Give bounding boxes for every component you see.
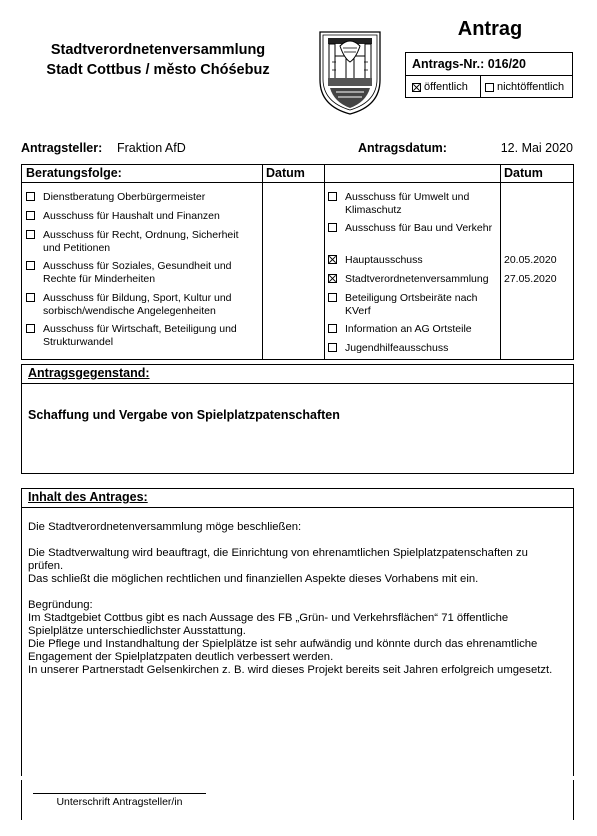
antragsgegenstand-section: [21, 364, 574, 474]
beratung-right-checkbox[interactable]: [328, 324, 337, 333]
antragsgegenstand-text: Schaffung und Vergabe von Spielplatzpatenschaften: [28, 408, 340, 422]
antrags-nr-label: Antrags-Nr.:: [412, 57, 485, 71]
beratung-right-item-label: Jugendhilfeausschuss: [345, 342, 449, 354]
option-public-label: öffentlich: [424, 81, 468, 93]
beratung-left-checkbox[interactable]: [26, 192, 35, 201]
beratung-right-item[interactable]: [328, 254, 498, 267]
beratung-left-checkbox[interactable]: [26, 211, 35, 220]
beratung-right-checkbox[interactable]: [328, 192, 337, 201]
beratung-left-item-label: Ausschuss für Haushalt und Finanzen: [43, 210, 220, 222]
beratung-left-item[interactable]: [26, 260, 258, 285]
org-line-2: Stadt Cottbus / město Chóśebuz: [46, 62, 270, 78]
antrags-nr: [412, 57, 526, 71]
beratung-left-checkbox[interactable]: [26, 293, 35, 302]
beratung-right-checkbox[interactable]: [328, 274, 337, 283]
organization-title: [18, 40, 298, 80]
begruendung-label: Begründung:: [28, 599, 93, 611]
date-label: Antragsdatum:: [358, 141, 447, 155]
beratung-right-item-date: 27.05.2020: [504, 273, 557, 285]
document-type: Antrag: [457, 18, 523, 40]
date-value: 12. Mai 2020: [500, 141, 573, 155]
beratungsfolge-table: [21, 164, 574, 360]
beratung-left-checkbox[interactable]: [26, 230, 35, 239]
beratung-right-item[interactable]: [328, 273, 498, 286]
inhalt-body: [28, 521, 563, 677]
beratung-left-item[interactable]: [26, 210, 258, 223]
signature-label: Unterschrift Antragsteller/in: [56, 796, 183, 808]
inhalt-paragraph-1: Die Stadtverwaltung wird beauftragt, die Einrichtung von ehrenamtlichen Spielplatzpatenschaften zu prüfen.: [28, 547, 528, 572]
signature-line[interactable]: [33, 793, 206, 794]
applicant-label: Antragsteller:: [21, 141, 103, 155]
beratung-right-item-label: Information an AG Ortsteile: [345, 323, 472, 335]
inhalt-paragraph-2: Das schließt die möglichen rechtlichen und finanziellen Aspekte dieses Vorhabens mit ein.: [28, 573, 479, 585]
antragsgegenstand-heading: Antragsgegenstand:: [28, 366, 150, 380]
beratung-right-item-date: 20.05.2020: [504, 254, 557, 266]
beratung-right-checkbox[interactable]: [328, 293, 337, 302]
inhalt-section: [21, 488, 574, 776]
beratung-left-checkbox[interactable]: [26, 261, 35, 270]
beratung-right-checkbox[interactable]: [328, 343, 337, 352]
beratung-left-item-label: Ausschuss für Wirtschaft, Beteiligung und Strukturwandel: [43, 323, 237, 348]
beratung-right-checkbox[interactable]: [328, 255, 337, 264]
option-nonpublic-label: nichtöffentlich: [497, 81, 565, 93]
beratungsfolge-header: Beratungsfolge:: [26, 166, 122, 180]
beratung-right-item[interactable]: [328, 342, 498, 355]
beratung-left-item[interactable]: [26, 323, 258, 348]
option-nonpublic[interactable]: [485, 81, 564, 93]
beratung-left-item-label: Dienstberatung Oberbürgermeister: [43, 191, 206, 203]
beratung-right-item-label: Stadtverordnetenversammlung: [345, 273, 489, 285]
beratung-left-item[interactable]: [26, 229, 258, 254]
beratung-left-item-label: Ausschuss für Recht, Ordnung, Sicherheit und Petitionen: [43, 229, 239, 254]
beratung-right-item[interactable]: [328, 292, 498, 317]
beratung-right-item-label: Ausschuss für Bau und Verkehr: [345, 222, 493, 234]
beratung-right-item-label: Hauptausschuss: [345, 254, 423, 266]
beratung-left-item[interactable]: [26, 292, 258, 317]
signature-frame-left: [21, 780, 22, 820]
inhalt-intro: Die Stadtverordnetenversammlung möge beschließen:: [28, 521, 302, 533]
begruendung-2: Die Pflege und Instandhaltung der Spielplätze ist sehr aufwändig und könnte durch das ehrenamtliche Engagement der Spielplatzpaten deutlich verbessert werden.: [28, 638, 538, 663]
public-checkbox[interactable]: [412, 83, 421, 92]
antrags-nr-value: 016/20: [487, 57, 526, 71]
applicant-value: Fraktion AfD: [117, 141, 186, 155]
beratung-left-item[interactable]: [26, 191, 258, 204]
beratung-right-checkbox[interactable]: [328, 223, 337, 232]
option-public[interactable]: [412, 81, 468, 93]
antrags-nr-box: [405, 52, 573, 98]
city-crest-icon: [316, 22, 384, 116]
beratung-left-item-label: Ausschuss für Bildung, Sport, Kultur und sorbisch/wendische Angelegenheiten: [43, 292, 232, 317]
inhalt-heading: Inhalt des Antrages:: [28, 490, 148, 504]
signature-frame-right: [573, 780, 574, 820]
date-header-right: Datum: [504, 166, 543, 180]
beratung-right-item[interactable]: [328, 323, 498, 336]
org-line-1: Stadtverordnetenversammlung: [50, 42, 266, 58]
beratung-right-item-label: Ausschuss für Umwelt und Klimaschutz: [345, 191, 470, 216]
nonpublic-checkbox[interactable]: [485, 83, 494, 92]
begruendung-1: Im Stadtgebiet Cottbus gibt es nach Aussage des FB „Grün- und Verkehrsflächen“ 71 öffentliche Spielplätze unterschiedlichster Ausstattung.: [28, 612, 509, 637]
beratung-right-item-label: Beteiligung Ortsbeiräte nach KVerf: [345, 292, 478, 317]
beratung-left-item-label: Ausschuss für Soziales, Gesundheit und Rechte für Minderheiten: [43, 260, 232, 285]
date-header-left: Datum: [266, 166, 305, 180]
beratung-right-item[interactable]: [328, 191, 498, 216]
beratung-right-item[interactable]: [328, 222, 498, 235]
beratung-left-checkbox[interactable]: [26, 324, 35, 333]
begruendung-3: In unserer Partnerstadt Gelsenkirchen z. B. wird dieses Projekt bereits seit Jahren erfolgreich umgesetzt.: [28, 664, 553, 676]
